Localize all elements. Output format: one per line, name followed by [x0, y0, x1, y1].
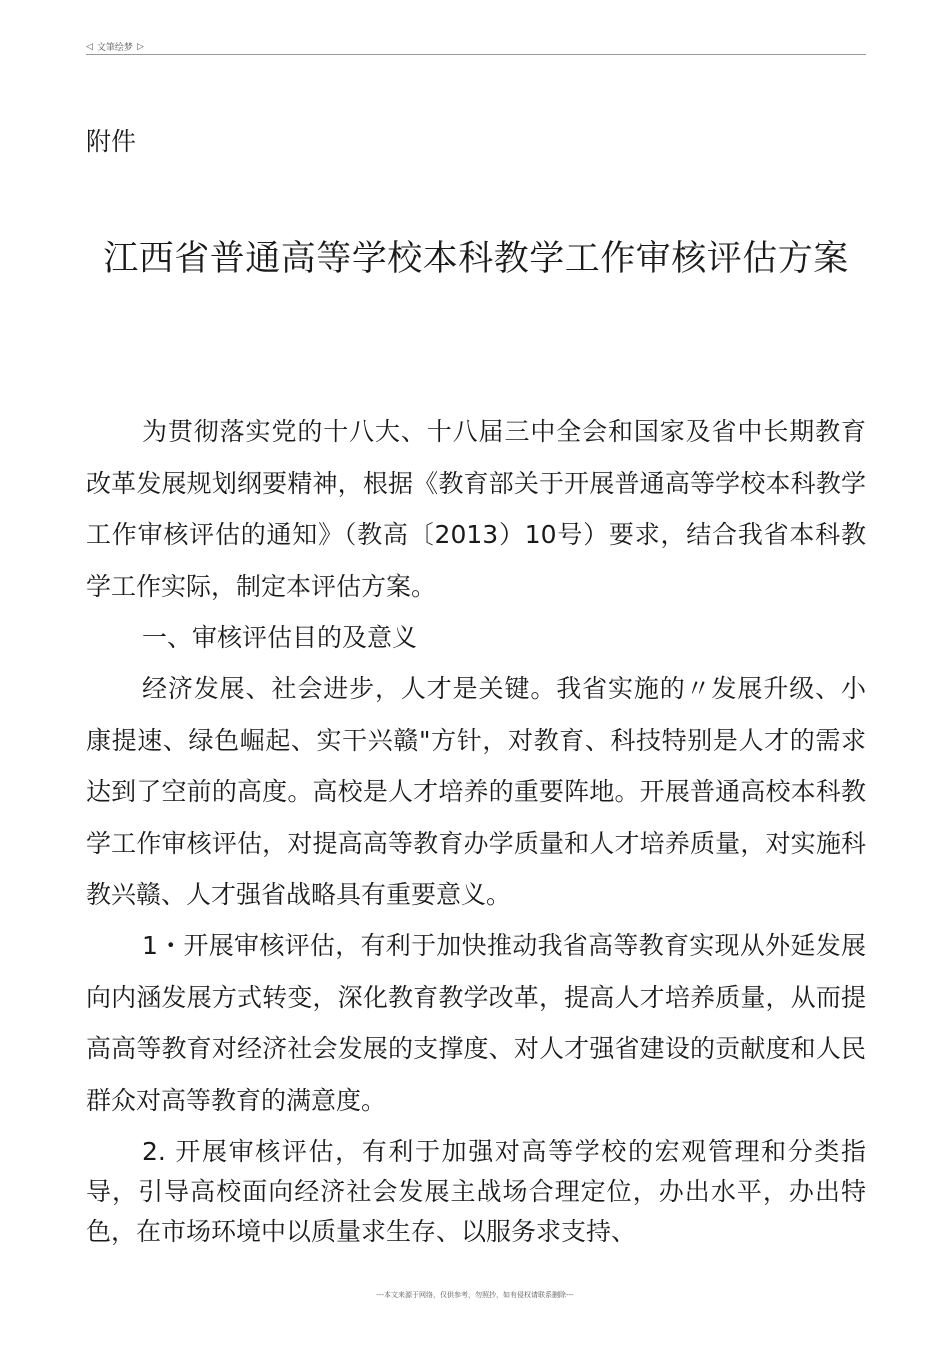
paragraph-point-2: 2. 开展审核评估，有利于加强对高等学校的宏观管理和分类指导，引导高校面向经济社会发展主战场合理定位，办出水平，办出特色，在市场环境中以质量求生存、以服务求支持、	[86, 1137, 866, 1246]
left-triangle-icon: ◁	[86, 41, 93, 52]
right-triangle-icon: ▷	[136, 41, 144, 52]
paragraph-significance: 经济发展、社会进步，人才是关键。我省实施的〃发展升级、小康提速、绿色崛起、实干兴赣"方针，对教育、科技特别是人才的需求达到了空前的高度。高校是人才培养的重要阵地。开展普通高校本科教学工作审核评估，对提高高等教育办学质量和人才培养质量，对实施科教兴赣、人才强省战略具有重要意义。	[86, 674, 866, 909]
page-header	[86, 40, 144, 53]
header-text: 文筆绘梦	[96, 43, 133, 53]
annex-label: 附件	[86, 127, 137, 156]
page-footer: ---本文来源于网络，仅供参考，勿照抄，如有侵权请联系删除---	[376, 1291, 574, 1299]
paragraph-intro: 为贯彻落实党的十八大、十八届三中全会和国家及省中长期教育改革发展规划纲要精神，根据《教育部关于开展普通高等学校本科教学工作审核评估的通知》（教高〔2013）10号）要求，结合我省本科教学工作实际，制定本评估方案。	[86, 417, 866, 601]
document-title: 江西省普通高等学校本科教学工作审核评估方案	[103, 239, 849, 279]
paragraph-point-1: 1・开展审核评估，有利于加快推动我省高等教育实现从外延发展向内涵发展方式转变，深化教育教学改革，提高人才培养质量，从而提高高等教育对经济社会发展的支撑度、对人才强省建设的贡献度和人民群众对高等教育的满意度。	[86, 931, 866, 1115]
section-heading-1: 一、审核评估目的及意义	[142, 623, 418, 652]
header-divider	[86, 54, 866, 55]
